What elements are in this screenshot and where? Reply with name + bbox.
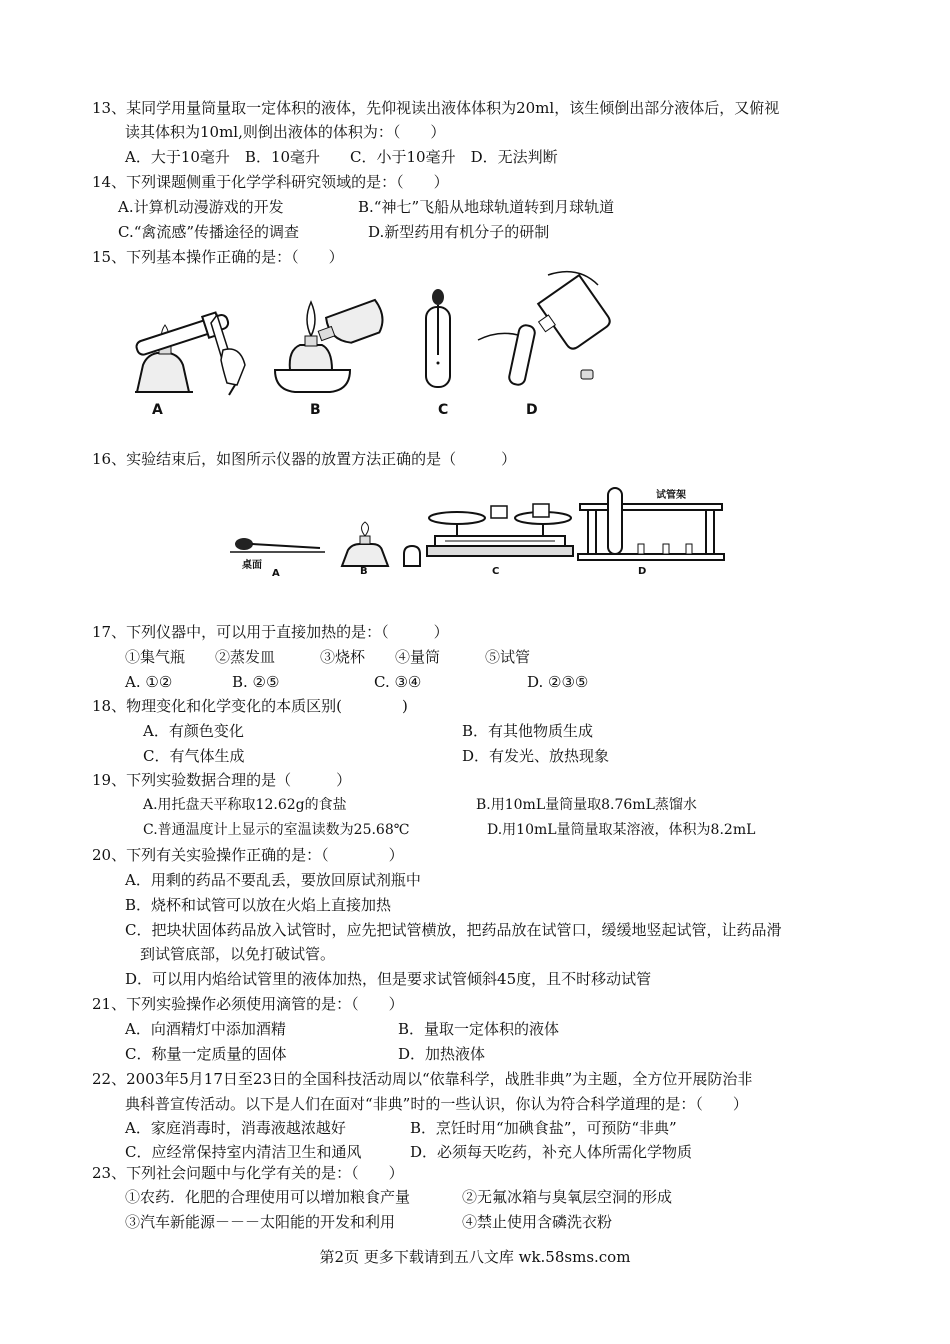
q16-desk-label: 桌面 — [242, 560, 262, 571]
q19-option-b: B.用10mL量筒量取8.76mL蒸馏水 — [476, 797, 697, 813]
q15-figure-d — [478, 265, 618, 400]
q16-label-b: B — [360, 566, 368, 577]
q15-label-c: C — [438, 402, 449, 418]
q20-option-c-line2: 到试管底部，以免打破试管。 — [140, 945, 336, 963]
q17-option-b: B. ②⑤ — [232, 673, 280, 691]
q13-options: A．大于10毫升 B．10毫升 C．小于10毫升 D．无法判断 — [125, 148, 558, 166]
q13-stem-line2: 读其体积为10ml,则倒出液体的体积为：（ ） — [125, 123, 446, 141]
q22-option-a: A．家庭消毒时，消毒液越浓越好 — [125, 1119, 346, 1137]
q18-stem: 18、物理变化和化学变化的本质区别( ) — [92, 697, 408, 715]
q23-item-1: ①农药．化肥的合理使用可以增加粮食产量 — [125, 1188, 411, 1206]
q17-option-c: C. ③④ — [374, 673, 422, 691]
page-footer: 第2页 更多下载请到五八文库 wk.58sms.com — [319, 1248, 631, 1266]
q16-figure-c — [425, 500, 575, 572]
q23-item-3: ③汽车新能源－－－太阳能的开发和利用 — [125, 1213, 396, 1231]
q14-option-a: A.计算机动漫游戏的开发 — [118, 198, 284, 216]
q21-option-d: D．加热液体 — [398, 1045, 486, 1063]
q19-stem: 19、下列实验数据合理的是（ ） — [92, 771, 352, 789]
q20-option-a: A．用剩的药品不要乱丢，要放回原试剂瓶中 — [125, 871, 421, 889]
q21-option-c: C．称量一定质量的固体 — [125, 1045, 287, 1063]
q23-stem: 23、下列社会问题中与化学有关的是：（ ） — [92, 1164, 404, 1182]
q20-stem: 20、下列有关实验操作正确的是：（ ） — [92, 846, 404, 864]
q22-stem-line1: 22、2003年5月17日至23日的全国科技活动周以“依靠科学，战胜非典”为主题，全方位开展防治非 — [92, 1070, 753, 1088]
q15-figure-a — [125, 295, 255, 400]
q18-option-d: D．有发光、放热现象 — [462, 747, 610, 765]
q17-stem: 17、下列仪器中，可以用于直接加热的是：（ ） — [92, 623, 449, 641]
q15-label-a: A — [152, 402, 163, 418]
q21-option-b: B．量取一定体积的液体 — [398, 1020, 560, 1038]
q15-label-b: B — [310, 402, 321, 418]
q22-option-c: C．应经常保持室内清洁卫生和通风 — [125, 1143, 362, 1161]
q20-option-b: B．烧杯和试管可以放在火焰上直接加热 — [125, 896, 392, 914]
q16-figure-d — [578, 484, 728, 564]
q14-option-c: C.“禽流感”传播途径的调查 — [118, 223, 300, 241]
q14-option-b: B.“神七”飞船从地球轨道转到月球轨道 — [358, 198, 615, 216]
q15-label-d: D — [526, 402, 538, 418]
q15-figure-c — [418, 285, 458, 400]
q13-stem-line1: 13、某同学用量筒量取一定体积的液体，先仰视读出液体体积为20ml，该生倾倒出部分液体后，又俯视 — [92, 99, 780, 117]
q20-option-d: D．可以用内焰给试管里的液体加热，但是要求试管倾斜45度，且不时移动试管 — [125, 970, 652, 988]
q21-stem: 21、下列实验操作必须使用滴管的是：（ ） — [92, 995, 404, 1013]
q15-figure-b — [270, 290, 390, 400]
q14-option-d: D.新型药用有机分子的研制 — [368, 223, 550, 241]
q14-stem: 14、下列课题侧重于化学学科研究领域的是：（ ） — [92, 173, 449, 191]
q16-label-a: A — [272, 568, 280, 579]
q23-item-4: ④禁止使用含磷洗衣粉 — [462, 1213, 613, 1231]
q22-option-d: D．必须每天吃药，补充人体所需化学物质 — [410, 1143, 693, 1161]
q17-option-d: D. ②③⑤ — [527, 673, 589, 691]
q17-items: ①集气瓶 ②蒸发皿 ③烧杯 ④量筒 ⑤试管 — [125, 648, 531, 666]
q19-option-d: D.用10mL量筒量取某溶液，体积为8.2mL — [487, 822, 756, 838]
q16-stem: 16、实验结束后，如图所示仪器的放置方法正确的是（ ） — [92, 450, 517, 468]
q20-option-c-line1: C．把块状固体药品放入试管时，应先把试管横放，把药品放在试管口，缓缓地竖起试管，让药品滑 — [125, 921, 782, 939]
q18-option-c: C．有气体生成 — [143, 747, 245, 765]
q16-label-d: D — [638, 566, 647, 577]
q16-rack-label: 试管架 — [656, 490, 686, 501]
q23-item-2: ②无氟冰箱与臭氧层空洞的形成 — [462, 1188, 673, 1206]
q17-option-a: A. ①② — [125, 673, 173, 691]
q16-label-c: C — [492, 566, 500, 577]
q18-option-a: A．有颜色变化 — [143, 722, 244, 740]
q19-option-a: A.用托盘天平称取12.62g的食盐 — [143, 797, 347, 813]
q22-option-b: B．烹饪时用“加碘食盐”，可预防“非典” — [410, 1119, 677, 1137]
q22-stem-line2: 典科普宣传活动。以下是人们在面对“非典”时的一些认识，你认为符合科学道理的是：（ ） — [125, 1095, 748, 1113]
q18-option-b: B．有其他物质生成 — [462, 722, 594, 740]
q19-option-c: C.普通温度计上显示的室温读数为25.68℃ — [143, 822, 410, 838]
q16-figure-b — [338, 522, 428, 570]
q15-stem: 15、下列基本操作正确的是：（ ） — [92, 248, 344, 266]
q21-option-a: A．向酒精灯中添加酒精 — [125, 1020, 286, 1038]
